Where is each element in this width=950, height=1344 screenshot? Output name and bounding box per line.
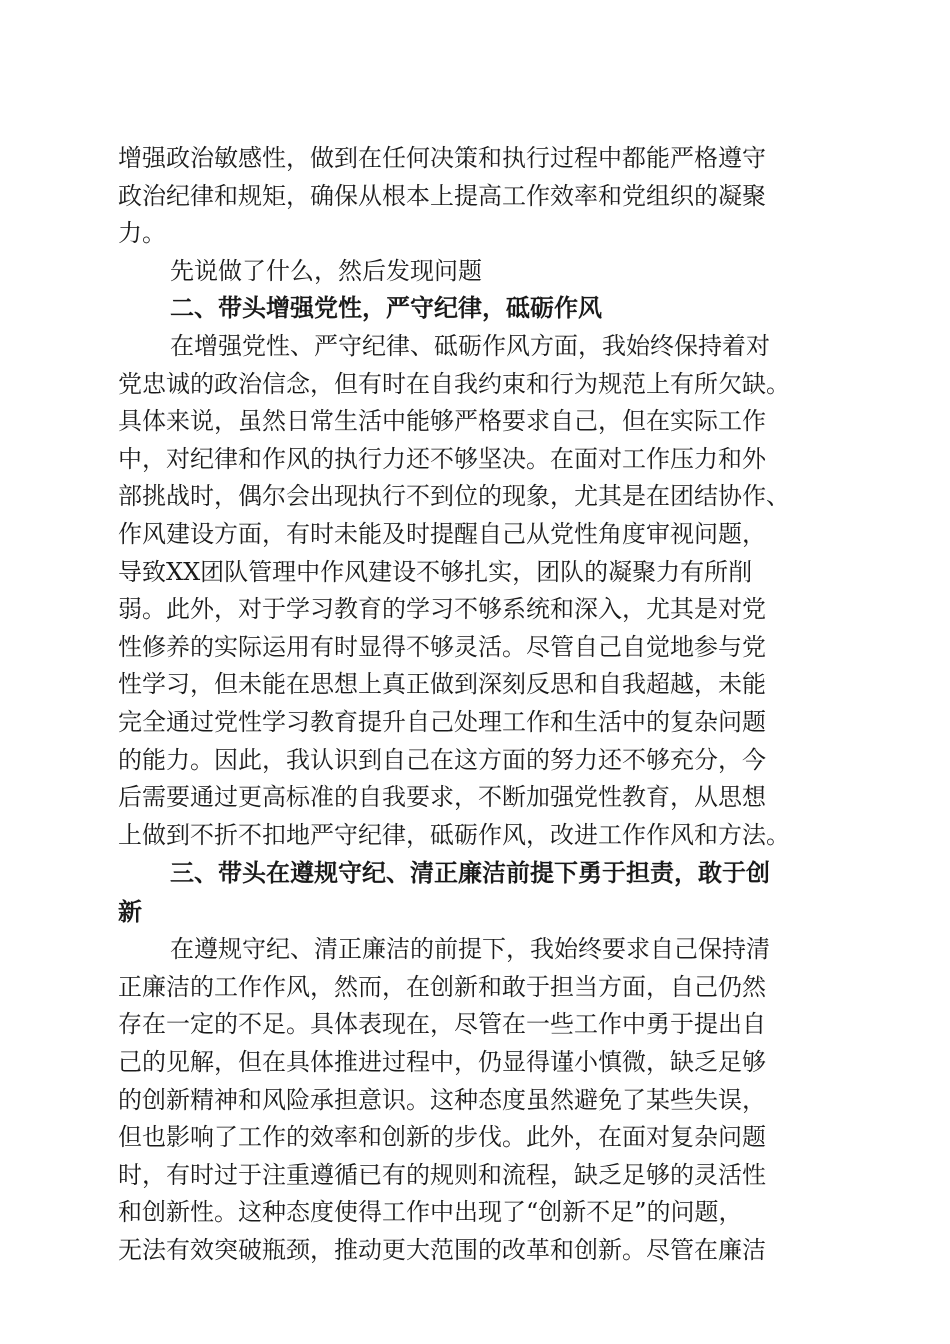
section-three-heading: 三、带头在遵规守纪、清正廉洁前提下勇于担责，敢于创 [170, 859, 770, 888]
section-three-line: 在遵规守纪、清正廉洁的前提下，我始终要求自己保持清 [170, 935, 770, 964]
section-three-line: 己的见解，但在具体推进过程中，仍显得谨小慎微，缺乏足够 [118, 1048, 766, 1077]
section-three-line: 和创新性。这种态度使得工作中出现了“创新不足”的问题， [118, 1198, 743, 1227]
section-two-heading: 二、带头增强党性，严守纪律，砥砺作风 [170, 294, 602, 323]
section-two-line: 后需要通过更高标准的自我要求，不断加强党性教育，从思想 [118, 783, 766, 812]
section-two-line: 具体来说，虽然日常生活中能够严格要求自己，但在实际工作 [118, 407, 766, 436]
section-two-line: 导致XX团队管理中作风建设不够扎实，团队的凝聚力有所削 [118, 557, 753, 586]
section-two-line: 弱。此外，对于学习教育的学习不够系统和深入，尤其是对党 [118, 595, 766, 624]
section-three-line: 存在一定的不足。具体表现在，尽管在一些工作中勇于提出自 [118, 1010, 766, 1039]
section-three-line: 但也影响了工作的效率和创新的步伐。此外，在面对复杂问题 [118, 1123, 766, 1152]
section-two-line: 部挑战时，偶尔会出现执行不到位的现象，尤其是在团结协作、 [118, 482, 790, 511]
section-two-line: 党忠诚的政治信念，但有时在自我约束和行为规范上有所欠缺。 [118, 369, 790, 398]
section-three-line: 时，有时过于注重遵循已有的规则和流程，缺乏足够的灵活性 [118, 1160, 766, 1189]
section-three-line: 的创新精神和风险承担意识。这种态度虽然避免了某些失误， [118, 1085, 766, 1114]
section-two-line: 中，对纪律和作风的执行力还不够坚决。在面对工作压力和外 [118, 444, 766, 473]
section-two-line: 完全通过党性学习教育提升自己处理工作和生活中的复杂问题 [118, 707, 766, 736]
note-line: 先说做了什么，然后发现问题 [170, 256, 482, 285]
section-two-line: 性学习，但未能在思想上真正做到深刻反思和自我超越，未能 [118, 670, 766, 699]
intro-line: 力。 [118, 219, 166, 248]
document-body [118, 140, 828, 1270]
section-three-line: 正廉洁的工作作风，然而，在创新和敢于担当方面，自己仍然 [118, 972, 766, 1001]
section-two-line: 上做到不折不扣地严守纪律，砥砺作风，改进工作作风和方法。 [118, 820, 790, 849]
intro-line: 政治纪律和规矩，确保从根本上提高工作效率和党组织的凝聚 [118, 181, 766, 210]
section-three-line: 无法有效突破瓶颈，推动更大范围的改革和创新。尽管在廉洁 [118, 1236, 766, 1265]
section-two-line: 的能力。因此，我认识到自己在这方面的努力还不够充分，今 [118, 745, 766, 774]
section-two-line: 性修养的实际运用有时显得不够灵活。尽管自己自觉地参与党 [118, 632, 766, 661]
section-two-line: 在增强党性、严守纪律、砥砺作风方面，我始终保持着对 [170, 331, 770, 360]
section-three-heading-continued: 新 [118, 897, 142, 926]
intro-line: 增强政治敏感性，做到在任何决策和执行过程中都能严格遵守 [118, 144, 766, 172]
section-two-line: 作风建设方面，有时未能及时提醒自己从党性角度审视问题， [118, 519, 766, 548]
